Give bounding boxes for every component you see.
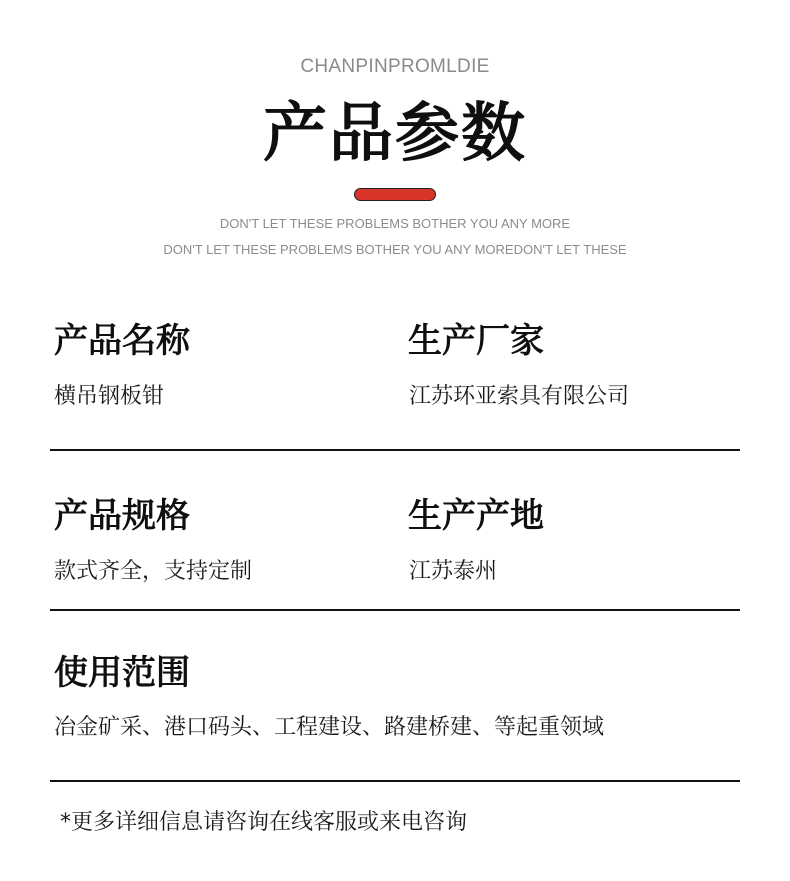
- subtitle-line-1: DON'T LET THESE PROBLEMS BOTHER YOU ANY MORE: [219, 216, 571, 231]
- manufacturer-value: 江苏环亚索具有限公司: [409, 384, 630, 409]
- divider-1: [50, 449, 740, 451]
- origin-label: 生产产地: [408, 496, 544, 536]
- page-title: 产品参数: [263, 97, 527, 171]
- subtitle-line-2: DON'T LET THESE PROBLEMS BOTHER YOU ANY MOREDON'T LET THESE: [163, 242, 627, 257]
- usage-label: 使用范围: [54, 653, 190, 693]
- specification-value: 款式齐全，支持定制: [54, 559, 253, 584]
- product-name-label: 产品名称: [54, 321, 190, 361]
- usage-value: 冶金矿采、港口码头、工程建设、路建桥建、等起重领域: [54, 715, 605, 740]
- divider-2: [50, 609, 740, 611]
- origin-value: 江苏泰州: [409, 559, 498, 584]
- english-title: CHANPINPROMLDIE: [300, 56, 490, 77]
- specification-label: 产品规格: [54, 496, 190, 536]
- manufacturer-label: 生产厂家: [408, 321, 544, 361]
- divider-3: [50, 780, 740, 782]
- product-name-value: 横吊钢板钳: [54, 384, 165, 409]
- contact-footnote: *更多详细信息请咨询在线客服或来电咨询: [60, 810, 468, 835]
- title-accent-bar: [355, 189, 435, 200]
